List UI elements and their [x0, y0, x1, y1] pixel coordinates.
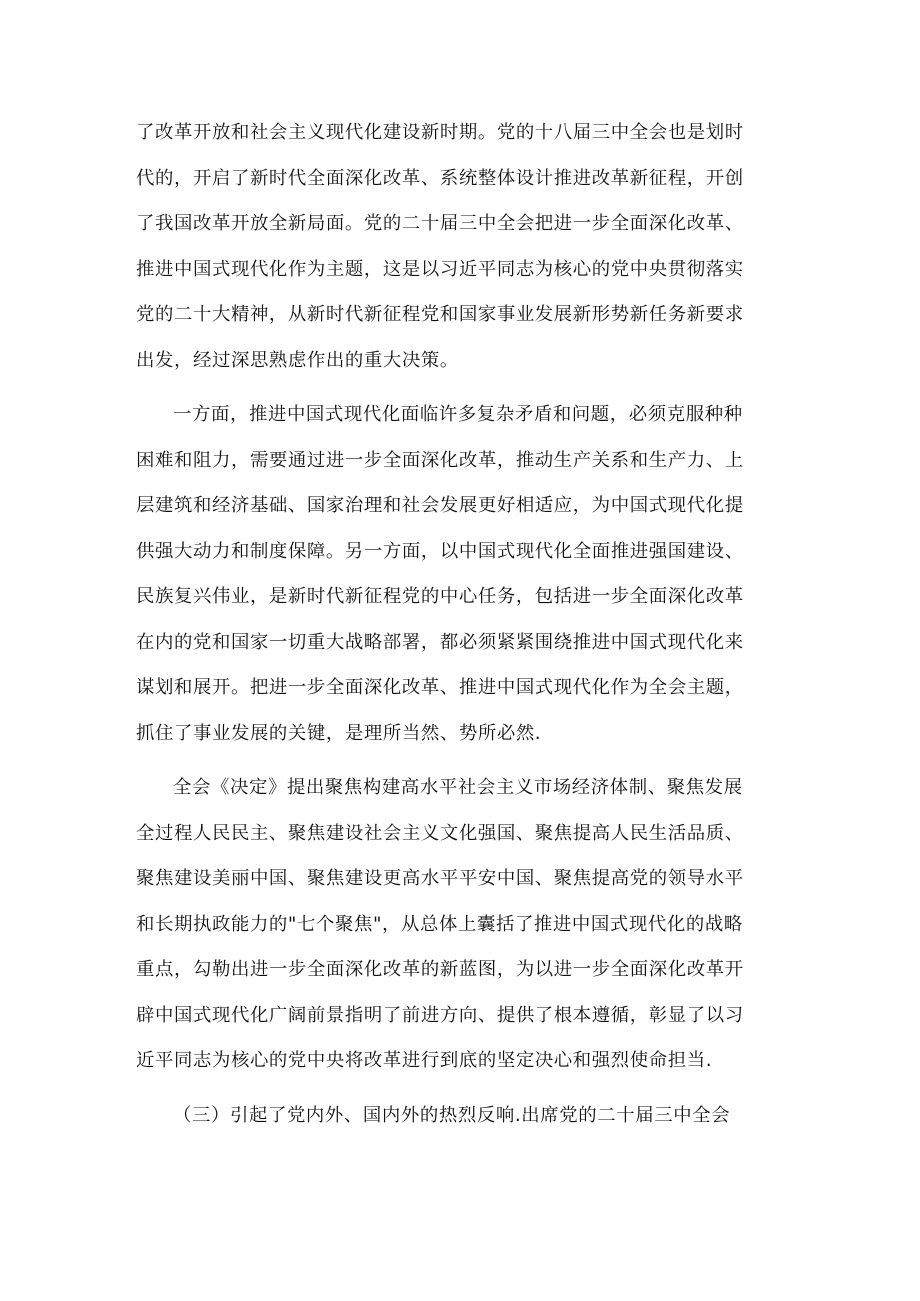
text-line: 出发，经过深思熟虑作出的重大决策。	[136, 349, 459, 371]
text-line: 和长期执政能力的"七个聚焦"，从总体上囊括了推进中国式现代化的战略	[136, 913, 743, 935]
text-line: 一方面，推进中国式现代化面临许多复杂矛盾和问题，必须克服种种	[173, 404, 743, 425]
text-line: 谋划和展开。把进一步全面深化改革、推进中国式现代化作为全会主题，	[136, 677, 744, 698]
paragraph-1	[136, 110, 786, 383]
paragraph-gap	[136, 383, 786, 392]
text-line: 民族复兴伟业，是新时代新征程党的中心任务，包括进一步全面深化改革	[136, 586, 744, 607]
text-line: 了改革开放和社会主义现代化建设新时期。党的十八届三中全会也是划时	[136, 122, 744, 143]
paragraph-gap	[136, 756, 786, 765]
text-line: 聚焦建设美丽中国、聚焦建设更高水平平安中国、聚焦提高党的领导水平	[136, 868, 744, 889]
text-line: 困难和阻力，需要通过进一步全面深化改革，推动生产关系和生产力、上	[136, 449, 744, 471]
paragraph-3	[136, 765, 786, 1084]
paragraph-4	[136, 1093, 786, 1139]
text-line: 代的，开启了新时代全面深化改革、系统整体设计推进改革新征程，开创	[136, 167, 744, 189]
paragraph-2	[136, 392, 786, 756]
document-body	[136, 110, 786, 1138]
text-line: 推进中国式现代化作为主题，这是以习近平同志为核心的党中央贯彻落实	[136, 258, 744, 280]
paragraph-gap	[136, 1084, 786, 1093]
text-line: 供强大动力和制度保障。另一方面，以中国式现代化全面推进强国建设、	[136, 540, 744, 562]
text-line: 辟中国式现代化广阔前景指明了前进方向、提供了根本遵循，彰显了以习	[136, 1004, 744, 1026]
text-line: 全会《决定》提出聚焦构建高水平社会主义市场经济体制、聚焦发展	[173, 777, 743, 798]
text-line: 抓住了事业发展的关键，是理所当然、势所必然.	[136, 722, 542, 744]
text-line: 全过程人民民主、聚焦建设社会主义文化强国、聚焦提高人民生活品质、	[136, 822, 744, 844]
text-line: 在内的党和国家一切重大战略部署，都必须紧紧围绕推进中国式现代化来	[136, 631, 744, 653]
section-heading-line: （三）引起了党内外、国内外的热烈反响.出席党的二十届三中全会	[173, 1104, 731, 1126]
text-line: 党的二十大精神，从新时代新征程党和国家事业发展新形势新任务新要求	[136, 304, 744, 325]
text-line: 层建筑和经济基础、国家治理和社会发展更好相适应，为中国式现代化提	[136, 495, 744, 516]
text-line: 了我国改革开放全新局面。党的二十届三中全会把进一步全面深化改革、	[136, 213, 744, 234]
text-line: 近平同志为核心的党中央将改革进行到底的坚定决心和强烈使命担当.	[136, 1050, 713, 1071]
text-line: 重点，勾勒出进一步全面深化改革的新蓝图，为以进一步全面深化改革开	[136, 959, 744, 980]
